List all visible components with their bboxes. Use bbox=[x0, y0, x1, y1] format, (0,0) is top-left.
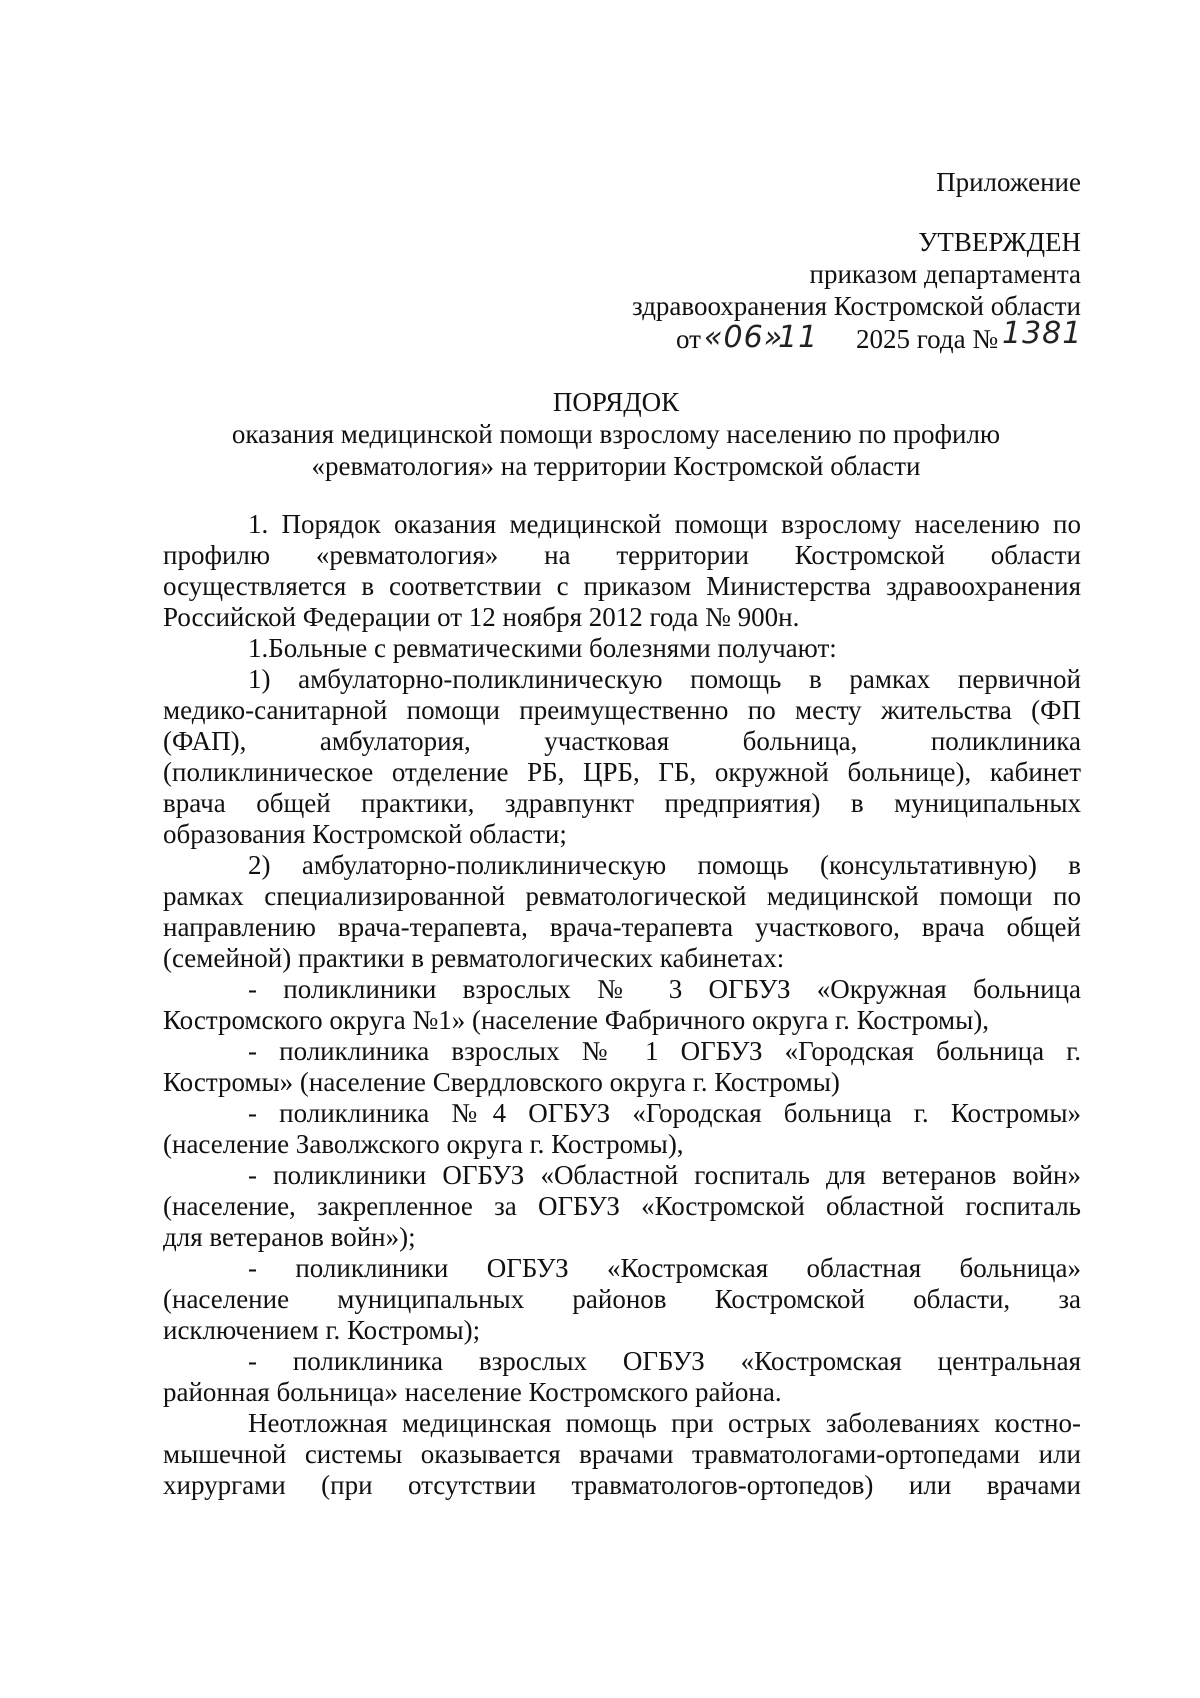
body-line: медико-санитарной помощи преимущественно по месту жительства (ФП bbox=[163, 695, 1081, 725]
document-subtitle-line-1: оказания медицинской помощи взрослому населению по профилю bbox=[231, 419, 1001, 449]
body-line: образования Костромской области; bbox=[163, 819, 567, 849]
body-line: - поликлиники взрослых № 3 ОГБУЗ «Окружная больница bbox=[248, 974, 1081, 1004]
handwritten-day: «06» bbox=[704, 320, 784, 355]
document-subtitle-line-2: «ревматология» на территории Костромской области bbox=[311, 451, 921, 481]
date-year-suffix: 2025 года № bbox=[856, 324, 999, 354]
body-line: для ветеранов войн»); bbox=[163, 1222, 416, 1252]
body-line: - поликлиника №4 ОГБУЗ «Городская больница г. Костромы» bbox=[248, 1098, 1081, 1128]
body-line: Костромы» (население Свердловского округа г. Костромы) bbox=[163, 1067, 840, 1097]
body-line: (ФАП), амбулатория, участковая больница, поликлиника bbox=[163, 726, 1081, 756]
body-line: осуществляется в соответствии с приказом Министерства здравоохранения bbox=[163, 571, 1081, 601]
body-line: направлению врача-терапевта, врача-терапевта участкового, врача общей bbox=[163, 912, 1081, 942]
order-line-1: приказом департамента bbox=[809, 259, 1081, 289]
body-line: профилю «ревматология» на территории Костромской области bbox=[163, 540, 1081, 570]
body-line: 1. Порядок оказания медицинской помощи взрослому населению по bbox=[248, 509, 1081, 539]
document-heading: ПОРЯДОК bbox=[552, 387, 680, 417]
body-line: 2) амбулаторно-поликлиническую помощь (консультативную) в bbox=[248, 850, 1081, 880]
order-line-2: здравоохранения Костромской области bbox=[632, 291, 1081, 321]
body-line: рамках специализированной ревматологической медицинской помощи по bbox=[163, 881, 1081, 911]
date-prefix: от bbox=[676, 324, 701, 354]
body-line: Российской Федерации от 12 ноября 2012 года № 900н. bbox=[163, 602, 800, 632]
body-line: - поликлиники ОГБУЗ «Областной госпиталь для ветеранов войн» bbox=[248, 1160, 1081, 1190]
body-line: районная больница» население Костромского района. bbox=[163, 1377, 782, 1407]
order-date-line bbox=[676, 316, 1106, 364]
body-line: Костромского округа №1» (население Фабричного округа г. Костромы), bbox=[163, 1005, 989, 1035]
body-line: Неотложная медицинская помощь при острых заболеваниях костно- bbox=[248, 1408, 1081, 1438]
body-line: исключением г. Костромы); bbox=[163, 1315, 481, 1345]
handwritten-order-number: 1381 bbox=[1002, 316, 1083, 351]
body-line: - поликлиники ОГБУЗ «Костромская областная больница» bbox=[248, 1253, 1081, 1283]
body-line: - поликлиника взрослых ОГБУЗ «Костромская центральная bbox=[248, 1346, 1081, 1376]
body-line: хирургами (при отсутствии травматологов-ортопедов) или врачами bbox=[163, 1470, 1081, 1500]
body-line: - поликлиника взрослых № 1 ОГБУЗ «Городская больница г. bbox=[248, 1036, 1081, 1066]
handwritten-month: 11 bbox=[778, 320, 819, 355]
body-line: (население, закрепленное за ОГБУЗ «Костромской областной госпиталь bbox=[163, 1191, 1081, 1221]
body-line: мышечной системы оказывается врачами травматологами-ортопедами или bbox=[163, 1439, 1081, 1469]
approved-label: УТВЕРЖДЕН bbox=[918, 227, 1081, 257]
body-line: 1.Больные с ревматическими болезнями получают: bbox=[248, 633, 837, 663]
body-line: (поликлиническое отделение РБ, ЦРБ, ГБ, окружной больнице), кабинет bbox=[163, 757, 1081, 787]
body-line: (семейной) практики в ревматологических кабинетах: bbox=[163, 943, 785, 973]
body-line: (население Заволжского округа г. Костромы), bbox=[163, 1129, 684, 1159]
body-line: врача общей практики, здравпункт предприятия) в муниципальных bbox=[163, 788, 1081, 818]
body-line: 1) амбулаторно-поликлиническую помощь в рамках первичной bbox=[248, 664, 1081, 694]
body-line: (население муниципальных районов Костромской области, за bbox=[163, 1284, 1081, 1314]
appendix-label: Приложение bbox=[936, 167, 1081, 197]
